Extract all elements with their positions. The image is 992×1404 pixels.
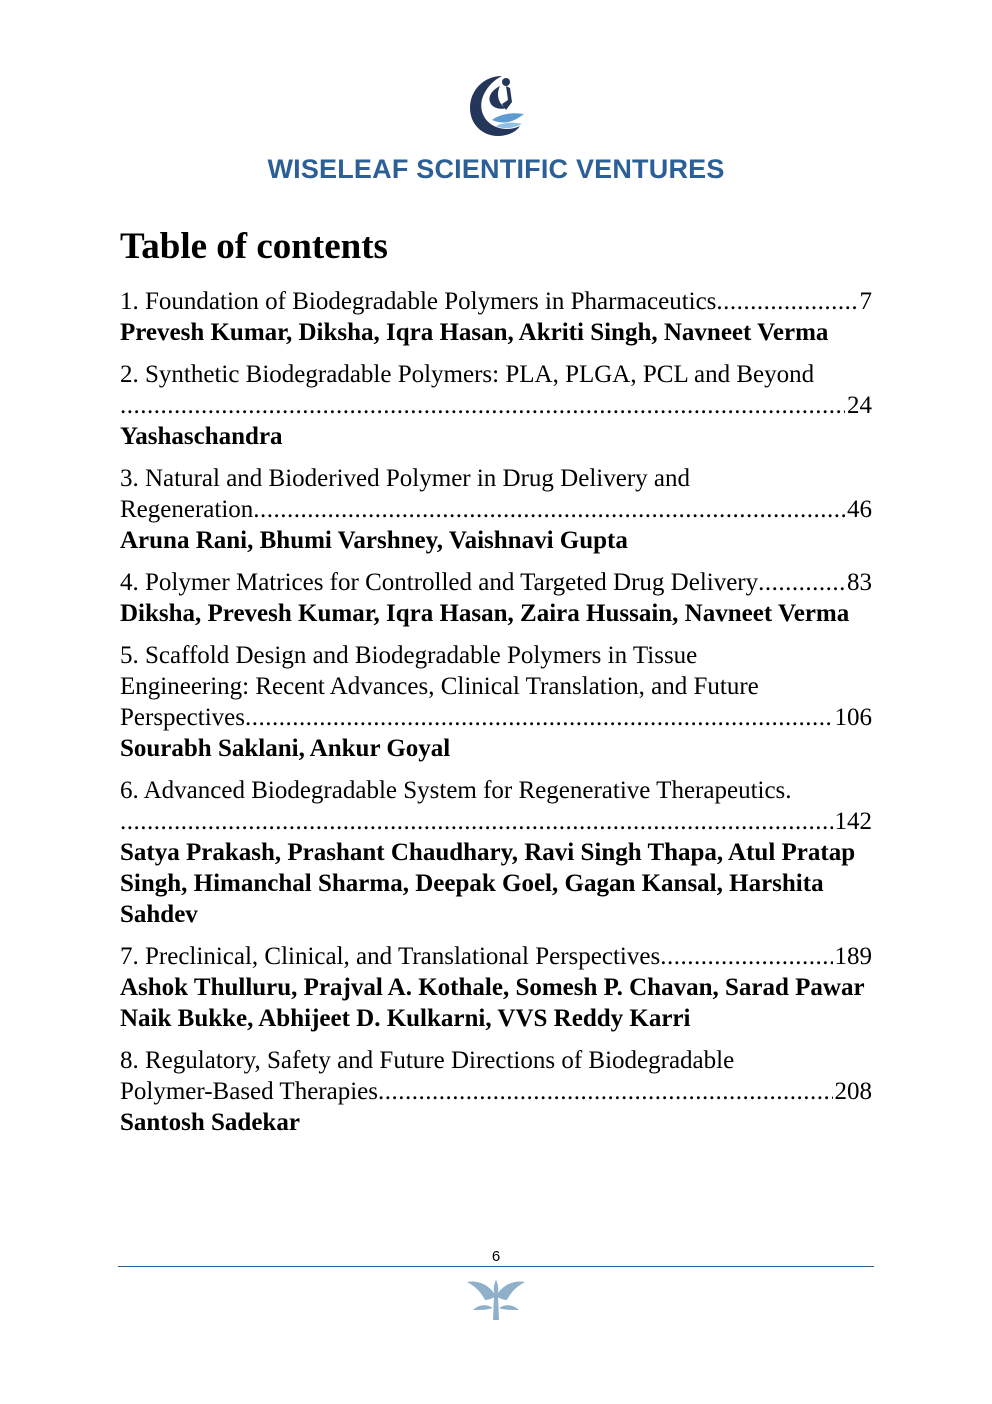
toc-entry-authors: Prevesh Kumar, Diksha, Iqra Hasan, Akriti Singh, Navneet Verma — [120, 319, 829, 346]
toc-entry-authors: Santosh Sadekar — [120, 1109, 300, 1136]
toc-entry-page: 189 — [834, 943, 872, 970]
toc-entry-title: 7. Preclinical, Clinical, and Translational Perspectives — [120, 943, 661, 970]
toc-entry-5[interactable] — [120, 640, 872, 764]
toc-entry-page: 208 — [834, 1078, 872, 1105]
toc-entry-1[interactable] — [120, 286, 872, 348]
toc-entry-3[interactable] — [120, 463, 872, 556]
table-of-contents — [120, 286, 872, 1149]
toc-entry-title-line — [120, 286, 872, 317]
dot-leader — [660, 941, 832, 972]
dot-leader — [245, 702, 833, 733]
toc-entry-title-line — [120, 702, 872, 733]
toc-entry-title: Perspectives — [120, 704, 245, 731]
toc-entry-title-line — [120, 1076, 872, 1107]
publisher-name: WISELEAF SCIENTIFIC VENTURES — [267, 154, 725, 184]
toc-entry-title: 5. Scaffold Design and Biodegradable Polymers in Tissue — [120, 642, 698, 669]
toc-entry-title: 6. Advanced Biodegradable System for Regenerative Therapeutics. — [120, 777, 792, 804]
toc-entry-authors: Satya Prakash, Prashant Chaudhary, Ravi Singh Thapa, Atul Pratap Singh, Himanchal Sharma, Deepak Goel, Gagan Kansal, Harshita Sahdev — [120, 839, 856, 928]
footer-divider — [118, 1266, 874, 1267]
toc-entry-authors: Sourabh Saklani, Ankur Goyal — [120, 735, 451, 762]
toc-entry-8[interactable] — [120, 1045, 872, 1138]
dot-leader — [378, 1076, 833, 1107]
toc-entry-title-line — [120, 941, 872, 972]
toc-entry-title-line — [120, 567, 872, 598]
toc-entry-authors: Diksha, Prevesh Kumar, Iqra Hasan, Zaira Hussain, Navneet Verma — [120, 600, 850, 627]
toc-entry-7[interactable] — [120, 941, 872, 1034]
toc-entry-title: 2. Synthetic Biodegradable Polymers: PLA, PLGA, PCL and Beyond — [120, 361, 815, 388]
toc-entry-authors: Yashaschandra — [120, 423, 283, 450]
dot-leader — [120, 806, 833, 837]
toc-entry-title: 1. Foundation of Biodegradable Polymers in Pharmaceutics — [120, 288, 717, 315]
page-number: 6 — [491, 1248, 501, 1265]
toc-entry-title: 4. Polymer Matrices for Controlled and Targeted Drug Delivery — [120, 569, 759, 596]
dot-leader — [253, 494, 845, 525]
toc-heading: Table of contents — [120, 226, 388, 267]
dot-leader — [120, 390, 845, 421]
dot-leader — [716, 286, 857, 317]
toc-entry-title: Engineering: Recent Advances, Clinical Translation, and Future — [120, 673, 759, 700]
toc-entry-page: 142 — [834, 808, 872, 835]
toc-entry-authors: Ashok Thulluru, Prajval A. Kothale, Somesh P. Chavan, Sarad Pawar Naik Bukke, Abhijeet D. Kulkarni, VVS Reddy Karri — [120, 974, 865, 1032]
toc-entry-page: 24 — [847, 392, 872, 419]
toc-entry-title-line — [120, 390, 872, 421]
toc-entry-page: 106 — [834, 704, 872, 731]
dot-leader — [758, 567, 845, 598]
toc-entry-title: Polymer-Based Therapies — [120, 1078, 378, 1105]
toc-entry-2[interactable] — [120, 359, 872, 452]
toc-entry-title: 3. Natural and Bioderived Polymer in Drug Delivery and — [120, 465, 690, 492]
toc-entry-title: 8. Regulatory, Safety and Future Directions of Biodegradable — [120, 1047, 735, 1074]
wiseleaf-logo-icon — [462, 70, 528, 140]
toc-entry-title: Regeneration — [120, 496, 254, 523]
toc-entry-page: 83 — [847, 569, 872, 596]
toc-entry-title-line — [120, 806, 872, 837]
toc-entry-page: 7 — [859, 288, 872, 315]
toc-entry-4[interactable] — [120, 567, 872, 629]
toc-entry-authors: Aruna Rani, Bhumi Varshney, Vaishnavi Gupta — [120, 527, 628, 554]
toc-entry-6[interactable] — [120, 775, 872, 930]
leaf-ornament-icon — [467, 1276, 525, 1322]
toc-entry-page: 46 — [847, 496, 872, 523]
toc-entry-title-line — [120, 494, 872, 525]
